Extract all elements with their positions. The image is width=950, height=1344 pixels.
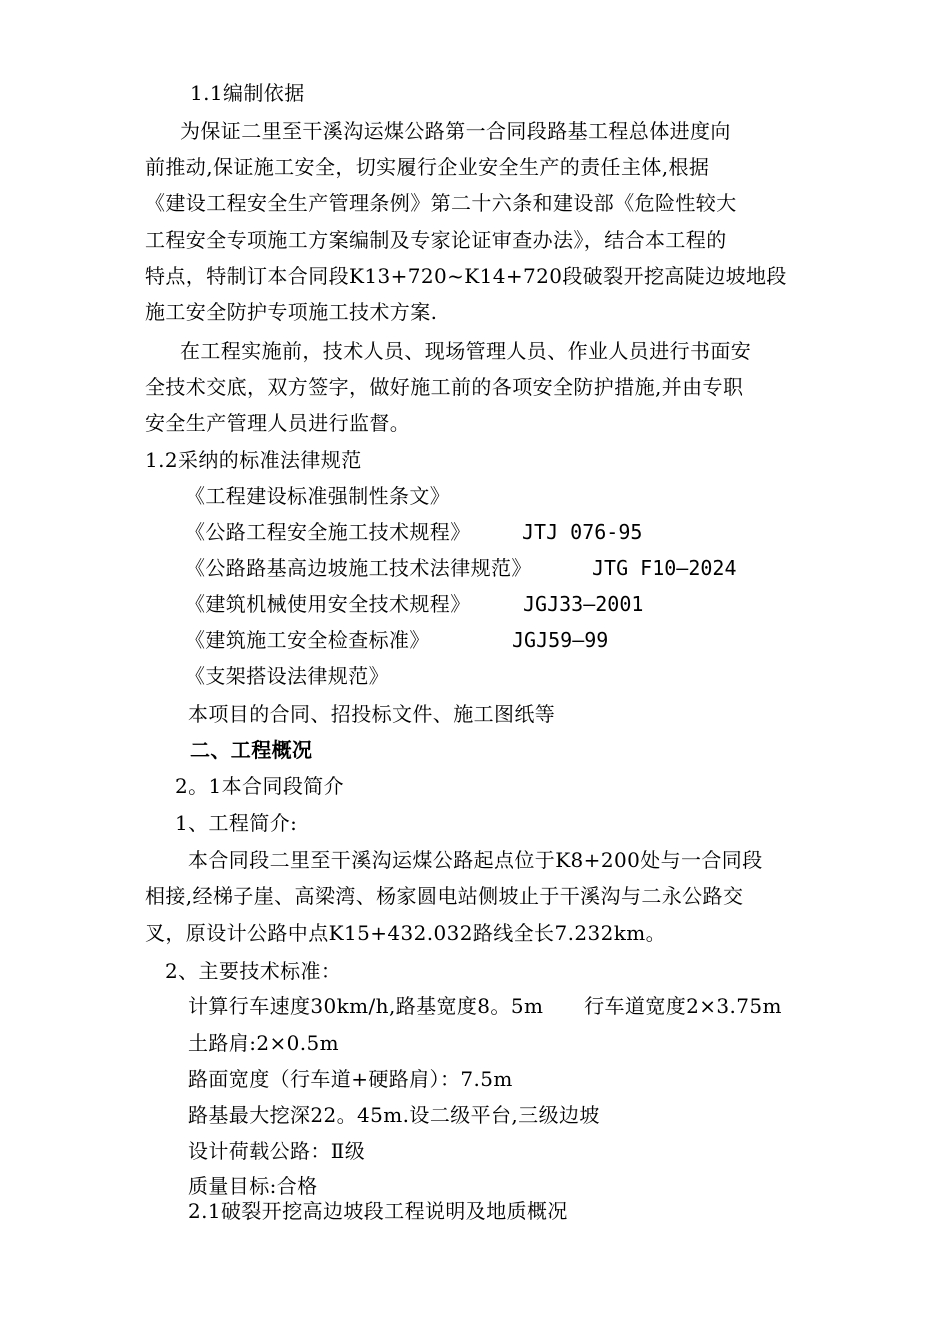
section-1-2-heading: 1.2采纳的标准法律规范	[145, 448, 362, 472]
standard-title-6: 《支架搭设法律规范》	[185, 664, 389, 688]
item1-line-1: 本合同段二里至干溪沟运煤公路起点位于K8+200处与一合同段	[188, 848, 763, 872]
standard-code-4: JGJ33—2001	[523, 592, 644, 616]
tech-standard-2: 土路肩:2×0.5m	[188, 1031, 339, 1055]
item2-heading: 2、主要技术标准：	[165, 959, 342, 983]
tech-standard-5: 设计荷载公路：Ⅱ级	[188, 1139, 366, 1163]
standard-title-2: 《公路工程安全施工技术规程》	[185, 520, 471, 544]
section-1-1-heading: 1.1编制依据	[190, 81, 305, 105]
tech-standard-1: 计算行车速度30km/h,路基宽度8。5m 行车道宽度2×3.75m	[188, 994, 782, 1018]
para1-line-2: 前推动,保证施工安全，切实履行企业安全生产的责任主体,根据	[145, 155, 710, 179]
chapter-2-heading: 二、工程概况	[190, 738, 313, 762]
standard-title-3: 《公路路基高边坡施工技术法律规范》	[185, 556, 532, 580]
standard-code-2: JTJ 076-95	[522, 520, 643, 544]
sub-2-1-heading: 2。1本合同段简介	[175, 774, 345, 798]
para1-line-5: 特点，特制订本合同段K13+720~K14+720段破裂开挖高陡边坡地段	[145, 264, 787, 288]
para1-line-4: 工程安全专项施工方案编制及专家论证审查办法》，结合本工程的	[145, 228, 727, 252]
item1-line-3: 叉，原设计公路中点K15+432.032路线全长7.232km。	[145, 921, 666, 945]
para2-line-3: 安全生产管理人员进行监督。	[145, 411, 411, 435]
next-section-heading: 2.1破裂开挖高边坡段工程说明及地质概况	[188, 1199, 568, 1223]
standard-title-4: 《建筑机械使用安全技术规程》	[185, 592, 471, 616]
tech-standard-6: 质量目标:合格	[188, 1174, 318, 1198]
tech-standard-3: 路面宽度（行车道+硬路肩）：7.5m	[188, 1067, 513, 1091]
tech-standard-4: 路基最大挖深22。45m.设二级平台,三级边坡	[188, 1103, 600, 1127]
para2-line-2: 全技术交底，双方签字，做好施工前的各项安全防护措施,并由专职	[145, 375, 744, 399]
project-documents-note: 本项目的合同、招投标文件、施工图纸等	[188, 702, 556, 726]
para1-line-6: 施工安全防护专项施工技术方案.	[145, 300, 438, 324]
item1-heading: 1、工程简介:	[175, 811, 298, 835]
para1-line-3: 《建设工程安全生产管理条例》第二十六条和建设部《危险性较大	[145, 191, 737, 215]
item1-line-2: 相接,经梯子崖、高梁湾、杨家圆电站侧坡止于干溪沟与二永公路交	[145, 884, 744, 908]
standard-title-5: 《建筑施工安全检查标准》	[185, 628, 430, 652]
standard-code-5: JGJ59—99	[512, 628, 609, 652]
standard-code-3: JTG F10—2024	[592, 556, 737, 580]
standard-title-1: 《工程建设标准强制性条文》	[185, 484, 451, 508]
para2-line-1: 在工程实施前，技术人员、现场管理人员、作业人员进行书面安	[180, 339, 752, 363]
para1-line-1: 为保证二里至干溪沟运煤公路第一合同段路基工程总体进度向	[180, 119, 731, 143]
